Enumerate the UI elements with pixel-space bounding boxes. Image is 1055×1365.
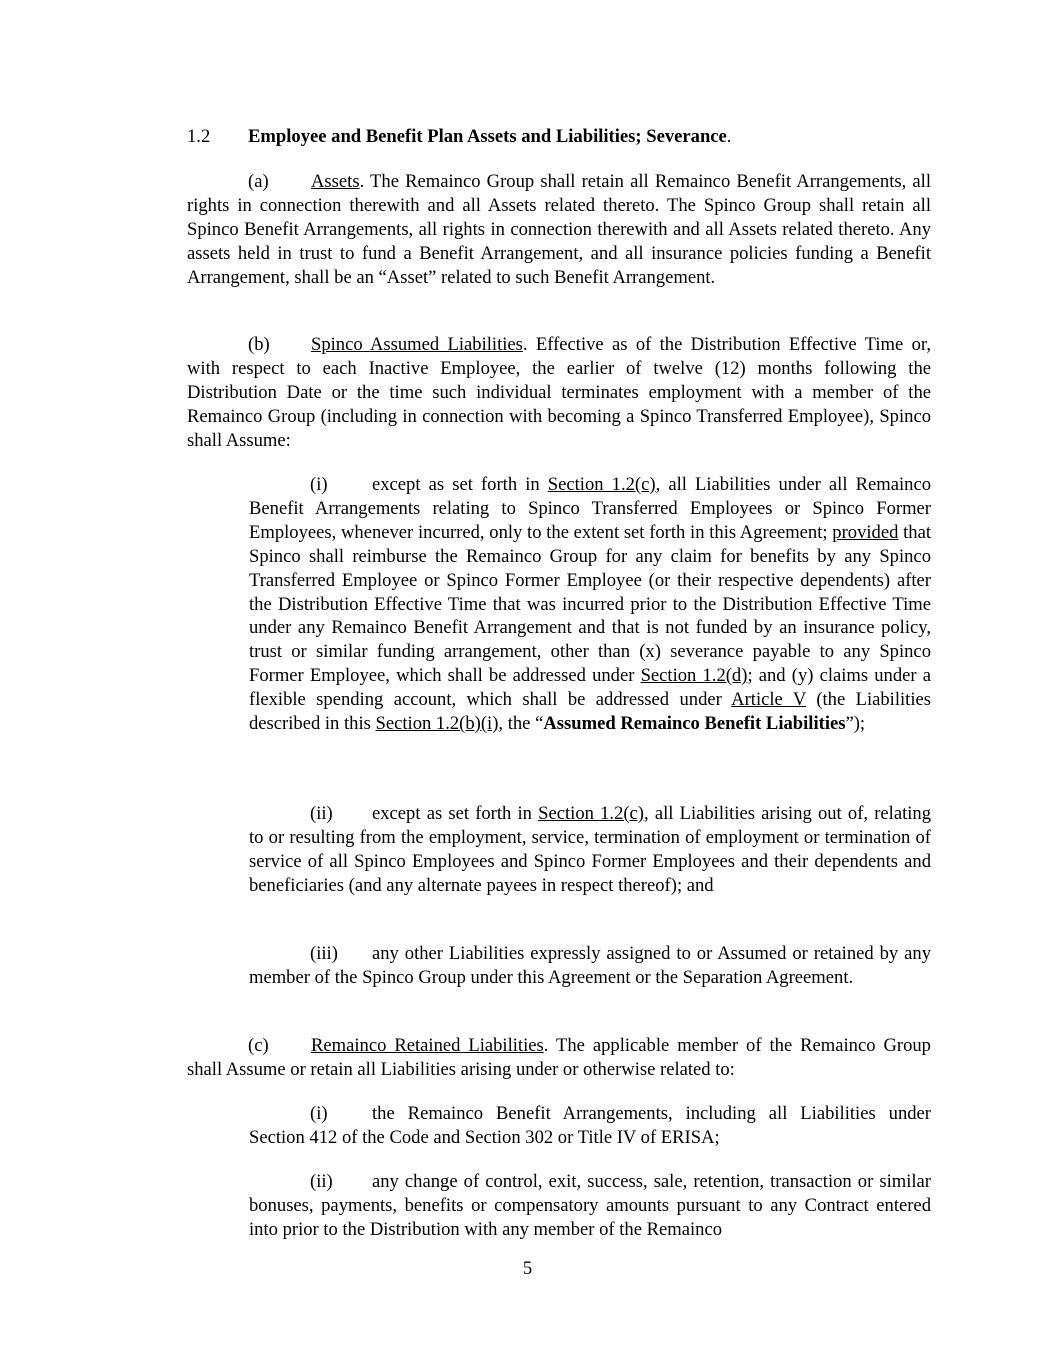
cross-reference-link: Section 1.2(c) (538, 803, 645, 824)
paragraph-c-remainco-retained-liabilities (187, 1034, 931, 1082)
subparagraph-label: (iii) (310, 943, 338, 964)
paragraph-a-assets (187, 170, 931, 290)
text-run: , the “ (498, 713, 544, 735)
paragraph-heading: Remainco Retained Liabilities (311, 1035, 544, 1056)
page-number: 5 (522, 1258, 533, 1279)
section-title: Employee and Benefit Plan Assets and Liabilities; Severance (248, 126, 727, 147)
paragraph-b-spinco-assumed-liabilities (187, 333, 931, 453)
section-number: 1.2 (187, 126, 211, 147)
provided-term: provided (832, 521, 899, 543)
defined-term: Assumed Remainco Benefit Liabilities (543, 713, 846, 735)
paragraph-text: . The applicable member of the Remainco Group shall Assume or retain all Liabilities arising under or otherwise related to: (187, 1035, 931, 1080)
text-run: , all Liabilities under all Remainco Benefit Arrangements relating to Spinco Transferred Employees or Spinco Former Employees, whenever incurred, only to the extent set forth in this Agreement; (249, 474, 932, 543)
cross-reference-link: Article V (731, 689, 806, 711)
cross-reference-link: Section 1.2(d) (640, 665, 748, 687)
paragraph-heading: Assets (311, 171, 360, 192)
subparagraph-label: (ii) (310, 803, 333, 824)
text-run: that Spinco shall reimburse the Remainco Group for any claim for benefits by any Spinco Transferred Employee or Spinco Former Employee (or their respective dependents) after the Distribution Effective Time that was incurred prior to the Distribution Effective Time under any Remainco Benefit Arrangement and that is not funded by an insurance policy, trust or similar funding arrangement, other than (x) severance payable to any Spinco Former Employee, which shall be addressed under (249, 521, 931, 687)
text-run: the Remainco Benefit Arrangements, including all Liabilities under Section 412 of the Code and Section 302 or Title IV of ERISA; (249, 1103, 931, 1148)
text-run: any change of control, exit, success, sale, retention, transaction or similar bonuses, payments, benefits or compensatory amounts pursuant to any Contract entered into prior to the Distribution with any member of the Remainco (249, 1171, 931, 1240)
subparagraph-b-i (249, 473, 931, 736)
paragraph-text: . Effective as of the Distribution Effective Time or, with respect to each Inactive Employee, the earlier of twelve (12) months following the Distribution Date or the time such individual terminates employment with a member of the Remainco Group (including in connection with becoming a Spinco Transferred Employee), Spinco shall Assume: (187, 334, 931, 451)
subparagraph-c-i (249, 1102, 931, 1150)
subparagraph-c-ii (249, 1170, 931, 1242)
subparagraph-label: (i) (310, 1103, 328, 1124)
paragraph-heading: Spinco Assumed Liabilities (311, 334, 523, 355)
subparagraph-label: (ii) (310, 1171, 333, 1192)
subparagraph-b-iii (249, 942, 931, 990)
cross-reference-link: Section 1.2(c) (547, 474, 656, 495)
subparagraph-b-ii (249, 802, 931, 898)
text-run: , all Liabilities arising out of, relating to or resulting from the employment, service, termination of employment or termination of service of all Spinco Employees and Spinco Former Employees and their dependents and beneficiaries (and any alternate payees in respect thereof); and (249, 803, 932, 896)
section-heading (187, 125, 937, 149)
paragraph-label: (b) (248, 334, 270, 355)
text-run: ”); (845, 713, 866, 735)
paragraph-label: (c) (248, 1035, 269, 1056)
text-run: except as set forth in (372, 474, 548, 495)
paragraph-label: (a) (248, 171, 269, 192)
text-run: (the Liabilities described in this (249, 689, 931, 735)
text-run: except as set forth in (372, 803, 539, 824)
text-run: ; and (y) claims under a flexible spending account, which shall be addressed under (249, 665, 932, 711)
paragraph-text: . The Remainco Group shall retain all Remainco Benefit Arrangements, all rights in connection therewith and all Assets related thereto. The Spinco Group shall retain all Spinco Benefit Arrangements, all rights in connection therewith and all Assets related thereto. Any assets held in trust to fund a Benefit Arrangement, and all insurance policies funding a Benefit Arrangement, shall be an “Asset” related to such Benefit Arrangement. (187, 171, 931, 288)
subparagraph-label: (i) (310, 474, 328, 495)
cross-reference-link: Section 1.2(b)(i) (375, 713, 499, 735)
text-run: any other Liabilities expressly assigned to or Assumed or retained by any member of the Spinco Group under this Agreement or the Separation Agreement. (249, 943, 931, 988)
section-title-period: . (726, 126, 732, 147)
